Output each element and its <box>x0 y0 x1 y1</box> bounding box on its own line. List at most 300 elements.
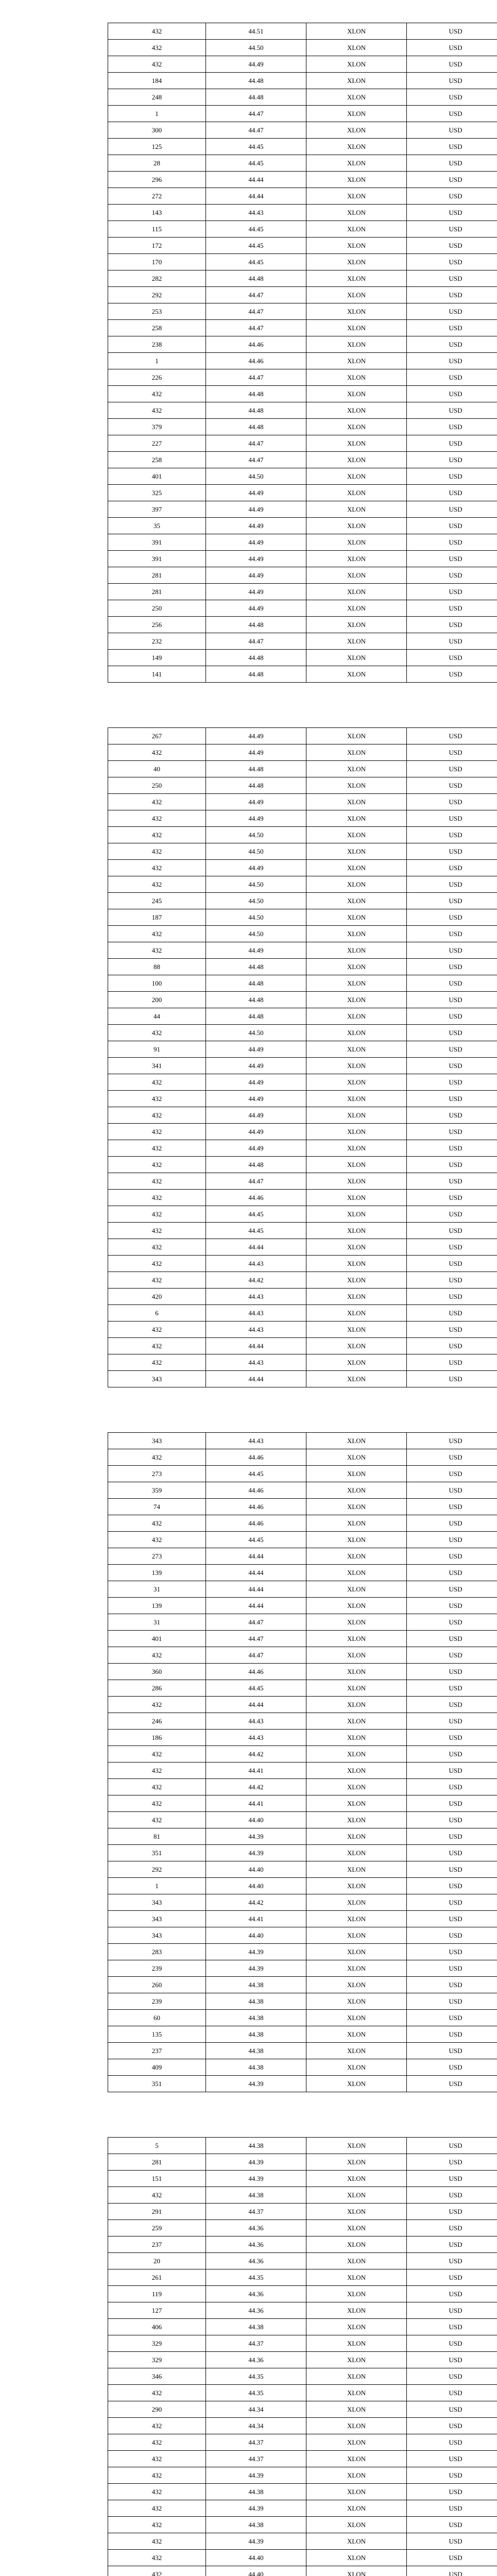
cell-volume: 273 <box>108 1548 206 1565</box>
cell-currency: USD <box>407 1795 497 1812</box>
cell-price: 44.45 <box>206 1532 306 1548</box>
cell-venue: XLON <box>306 1680 407 1697</box>
cell-venue: XLON <box>306 942 407 959</box>
table-row <box>108 1548 497 1565</box>
cell-currency: USD <box>407 386 497 402</box>
cell-price: 44.49 <box>206 860 306 876</box>
cell-price: 44.45 <box>206 221 306 238</box>
cell-venue: XLON <box>306 270 407 287</box>
cell-venue: XLON <box>306 2418 407 2434</box>
cell-price: 44.34 <box>206 2401 306 2418</box>
cell-price: 44.50 <box>206 843 306 860</box>
table-row <box>108 1581 497 1598</box>
cell-volume: 6 <box>108 1305 206 1321</box>
cell-currency: USD <box>407 2335 497 2352</box>
cell-price: 44.46 <box>206 1190 306 1206</box>
table-row <box>108 2059 497 2076</box>
cell-volume: 432 <box>108 1074 206 1091</box>
table-row <box>108 2026 497 2043</box>
cell-price: 44.49 <box>206 600 306 617</box>
cell-currency: USD <box>407 1812 497 1828</box>
cell-price: 44.38 <box>206 1977 306 1993</box>
cell-venue: XLON <box>306 485 407 501</box>
cell-venue: XLON <box>306 2451 407 2467</box>
cell-currency: USD <box>407 744 497 761</box>
cell-venue: XLON <box>306 584 407 600</box>
table-row <box>108 650 497 666</box>
cell-volume: 432 <box>108 2467 206 2484</box>
cell-currency: USD <box>407 761 497 777</box>
cell-volume: 432 <box>108 1025 206 1041</box>
table-row <box>108 369 497 386</box>
cell-venue: XLON <box>306 2467 407 2484</box>
cell-venue: XLON <box>306 1206 407 1223</box>
cell-currency: USD <box>407 2533 497 2550</box>
cell-currency: USD <box>407 633 497 650</box>
cell-price: 44.50 <box>206 926 306 942</box>
cell-volume: 341 <box>108 1058 206 1074</box>
cell-price: 44.48 <box>206 761 306 777</box>
cell-volume: 432 <box>108 1762 206 1779</box>
table-row <box>108 2550 497 2566</box>
cell-volume: 397 <box>108 501 206 518</box>
cell-price: 44.49 <box>206 584 306 600</box>
cell-volume: 292 <box>108 287 206 303</box>
table-row <box>108 2171 497 2187</box>
cell-venue: XLON <box>306 1482 407 1499</box>
table-row <box>108 876 497 893</box>
table-row <box>108 1206 497 1223</box>
cell-volume: 20 <box>108 2253 206 2269</box>
cell-currency: USD <box>407 1614 497 1631</box>
cell-price: 44.42 <box>206 1272 306 1289</box>
cell-venue: XLON <box>306 650 407 666</box>
table-row <box>108 89 497 106</box>
cell-currency: USD <box>407 959 497 975</box>
cell-volume: 273 <box>108 1466 206 1482</box>
cell-venue: XLON <box>306 2566 407 2576</box>
table-row <box>108 106 497 122</box>
cell-currency: USD <box>407 777 497 794</box>
cell-volume: 432 <box>108 1173 206 1190</box>
cell-venue: XLON <box>306 435 407 452</box>
cell-volume: 239 <box>108 1993 206 2010</box>
cell-venue: XLON <box>306 975 407 992</box>
cell-price: 44.47 <box>206 435 306 452</box>
table-row <box>108 1565 497 1581</box>
cell-volume: 432 <box>108 1223 206 1239</box>
cell-venue: XLON <box>306 1993 407 2010</box>
cell-price: 44.44 <box>206 1697 306 1713</box>
cell-currency: USD <box>407 534 497 551</box>
cell-price: 44.48 <box>206 666 306 683</box>
cell-price: 44.40 <box>206 1812 306 1828</box>
cell-volume: 432 <box>108 1746 206 1762</box>
cell-volume: 239 <box>108 1960 206 1977</box>
table-row <box>108 2385 497 2401</box>
cell-venue: XLON <box>306 909 407 926</box>
cell-venue: XLON <box>306 2076 407 2092</box>
cell-volume: 329 <box>108 2335 206 2352</box>
cell-venue: XLON <box>306 2236 407 2253</box>
cell-currency: USD <box>407 435 497 452</box>
cell-volume: 31 <box>108 1581 206 1598</box>
table-row <box>108 843 497 860</box>
cell-currency: USD <box>407 1911 497 1927</box>
cell-currency: USD <box>407 1565 497 1581</box>
table-row <box>108 666 497 683</box>
cell-venue: XLON <box>306 1598 407 1614</box>
cell-currency: USD <box>407 468 497 485</box>
cell-venue: XLON <box>306 2368 407 2385</box>
cell-currency: USD <box>407 1779 497 1795</box>
table-row <box>108 1041 497 1058</box>
cell-volume: 432 <box>108 942 206 959</box>
table-row <box>108 1944 497 1960</box>
cell-venue: XLON <box>306 1878 407 1894</box>
cell-currency: USD <box>407 992 497 1008</box>
table-row <box>108 468 497 485</box>
cell-venue: XLON <box>306 567 407 584</box>
table-row <box>108 633 497 650</box>
cell-venue: XLON <box>306 1157 407 1173</box>
table-row <box>108 1157 497 1173</box>
cell-venue: XLON <box>306 1730 407 1746</box>
cell-price: 44.51 <box>206 23 306 40</box>
cell-price: 44.38 <box>206 2319 306 2335</box>
cell-currency: USD <box>407 1371 497 1387</box>
cell-venue: XLON <box>306 122 407 139</box>
cell-price: 44.49 <box>206 1058 306 1074</box>
cell-venue: XLON <box>306 2220 407 2236</box>
cell-price: 44.41 <box>206 1762 306 1779</box>
table-row <box>108 1354 497 1371</box>
cell-currency: USD <box>407 2566 497 2576</box>
cell-currency: USD <box>407 1223 497 1239</box>
cell-currency: USD <box>407 1647 497 1664</box>
cell-venue: XLON <box>306 40 407 56</box>
cell-venue: XLON <box>306 238 407 254</box>
table-row <box>108 1532 497 1548</box>
table-row <box>108 2138 497 2154</box>
cell-currency: USD <box>407 2010 497 2026</box>
table-row <box>108 1993 497 2010</box>
cell-price: 44.40 <box>206 1927 306 1944</box>
cell-volume: 100 <box>108 975 206 992</box>
cell-venue: XLON <box>306 56 407 73</box>
cell-price: 44.48 <box>206 419 306 435</box>
cell-price: 44.39 <box>206 1828 306 1845</box>
table-row <box>108 1058 497 1074</box>
cell-volume: 258 <box>108 452 206 468</box>
table-row <box>108 860 497 876</box>
cell-currency: USD <box>407 1449 497 1466</box>
cell-venue: XLON <box>306 1239 407 1256</box>
cell-volume: 261 <box>108 2269 206 2286</box>
cell-currency: USD <box>407 1664 497 1680</box>
cell-venue: XLON <box>306 1861 407 1878</box>
cell-venue: XLON <box>306 254 407 270</box>
cell-venue: XLON <box>306 2043 407 2059</box>
cell-price: 44.39 <box>206 2154 306 2171</box>
cell-venue: XLON <box>306 320 407 336</box>
cell-currency: USD <box>407 1256 497 1272</box>
cell-volume: 281 <box>108 584 206 600</box>
table-row <box>108 600 497 617</box>
cell-venue: XLON <box>306 744 407 761</box>
cell-volume: 143 <box>108 205 206 221</box>
cell-volume: 125 <box>108 139 206 155</box>
cell-venue: XLON <box>306 1812 407 1828</box>
cell-currency: USD <box>407 1041 497 1058</box>
cell-volume: 351 <box>108 2076 206 2092</box>
cell-venue: XLON <box>306 1433 407 1449</box>
cell-currency: USD <box>407 1993 497 2010</box>
cell-price: 44.38 <box>206 2484 306 2500</box>
cell-venue: XLON <box>306 1977 407 1993</box>
cell-price: 44.38 <box>206 2059 306 2076</box>
cell-price: 44.34 <box>206 2418 306 2434</box>
cell-currency: USD <box>407 89 497 106</box>
cell-volume: 432 <box>108 1206 206 1223</box>
cell-volume: 1 <box>108 353 206 369</box>
table-row <box>108 402 497 419</box>
table-row <box>108 2533 497 2550</box>
cell-venue: XLON <box>306 2319 407 2335</box>
cell-volume: 346 <box>108 2368 206 2385</box>
cell-currency: USD <box>407 254 497 270</box>
table-row <box>108 2484 497 2500</box>
cell-volume: 250 <box>108 777 206 794</box>
cell-volume: 5 <box>108 2138 206 2154</box>
cell-price: 44.49 <box>206 794 306 810</box>
cell-price: 44.49 <box>206 1107 306 1124</box>
cell-price: 44.49 <box>206 1140 306 1157</box>
cell-price: 44.50 <box>206 876 306 893</box>
table-row <box>108 1289 497 1305</box>
cell-venue: XLON <box>306 1779 407 1795</box>
cell-price: 44.38 <box>206 2010 306 2026</box>
cell-currency: USD <box>407 1515 497 1532</box>
cell-volume: 420 <box>108 1289 206 1305</box>
cell-venue: XLON <box>306 1548 407 1565</box>
cell-currency: USD <box>407 650 497 666</box>
table-row <box>108 1960 497 1977</box>
cell-volume: 432 <box>108 1354 206 1371</box>
cell-venue: XLON <box>306 1960 407 1977</box>
cell-volume: 200 <box>108 992 206 1008</box>
table-row <box>108 270 497 287</box>
table-row <box>108 2368 497 2385</box>
cell-currency: USD <box>407 2434 497 2451</box>
trade-table-block-1 <box>108 23 497 683</box>
cell-volume: 248 <box>108 89 206 106</box>
cell-price: 44.49 <box>206 1074 306 1091</box>
cell-price: 44.49 <box>206 485 306 501</box>
cell-venue: XLON <box>306 518 407 534</box>
cell-price: 44.47 <box>206 303 306 320</box>
cell-currency: USD <box>407 122 497 139</box>
table-row <box>108 452 497 468</box>
table-row <box>108 1762 497 1779</box>
table-row <box>108 303 497 320</box>
cell-venue: XLON <box>306 1289 407 1305</box>
cell-currency: USD <box>407 1025 497 1041</box>
cell-volume: 343 <box>108 1911 206 1927</box>
cell-currency: USD <box>407 270 497 287</box>
cell-venue: XLON <box>306 992 407 1008</box>
cell-volume: 119 <box>108 2286 206 2302</box>
cell-volume: 432 <box>108 386 206 402</box>
cell-volume: 286 <box>108 1680 206 1697</box>
cell-venue: XLON <box>306 468 407 485</box>
table-row <box>108 1911 497 1927</box>
cell-venue: XLON <box>306 1746 407 1762</box>
table-row <box>108 2269 497 2286</box>
table-row <box>108 1433 497 1449</box>
cell-price: 44.47 <box>206 452 306 468</box>
cell-currency: USD <box>407 1598 497 1614</box>
cell-volume: 432 <box>108 2533 206 2550</box>
cell-venue: XLON <box>306 728 407 744</box>
cell-currency: USD <box>407 353 497 369</box>
cell-currency: USD <box>407 860 497 876</box>
cell-volume: 139 <box>108 1598 206 1614</box>
cell-currency: USD <box>407 2319 497 2335</box>
cell-venue: XLON <box>306 2010 407 2026</box>
cell-venue: XLON <box>306 2484 407 2500</box>
table-row <box>108 1091 497 1107</box>
cell-price: 44.50 <box>206 827 306 843</box>
cell-currency: USD <box>407 1482 497 1499</box>
cell-volume: 432 <box>108 810 206 827</box>
table-row <box>108 534 497 551</box>
table-row <box>108 1449 497 1466</box>
cell-price: 44.49 <box>206 551 306 567</box>
cell-venue: XLON <box>306 2269 407 2286</box>
cell-currency: USD <box>407 1977 497 1993</box>
cell-volume: 432 <box>108 926 206 942</box>
cell-volume: 432 <box>108 794 206 810</box>
cell-price: 44.38 <box>206 2138 306 2154</box>
cell-currency: USD <box>407 1173 497 1190</box>
cell-currency: USD <box>407 1927 497 1944</box>
table-row <box>108 1223 497 1239</box>
cell-venue: XLON <box>306 1256 407 1272</box>
cell-price: 44.36 <box>206 2352 306 2368</box>
cell-venue: XLON <box>306 2154 407 2171</box>
cell-volume: 432 <box>108 2517 206 2533</box>
cell-volume: 343 <box>108 1927 206 1944</box>
cell-currency: USD <box>407 810 497 827</box>
cell-currency: USD <box>407 303 497 320</box>
cell-volume: 432 <box>108 1107 206 1124</box>
cell-venue: XLON <box>306 1466 407 1482</box>
cell-price: 44.36 <box>206 2302 306 2319</box>
cell-venue: XLON <box>306 1647 407 1664</box>
table-row <box>108 1338 497 1354</box>
cell-price: 44.48 <box>206 1157 306 1173</box>
cell-currency: USD <box>407 1140 497 1157</box>
cell-venue: XLON <box>306 2550 407 2566</box>
cell-currency: USD <box>407 1532 497 1548</box>
cell-currency: USD <box>407 666 497 683</box>
cell-volume: 172 <box>108 238 206 254</box>
cell-price: 44.36 <box>206 2220 306 2236</box>
table-row <box>108 485 497 501</box>
table-row <box>108 567 497 584</box>
cell-currency: USD <box>407 40 497 56</box>
cell-venue: XLON <box>306 1532 407 1548</box>
table-row <box>108 2204 497 2220</box>
cell-volume: 432 <box>108 843 206 860</box>
table-row <box>108 827 497 843</box>
cell-volume: 187 <box>108 909 206 926</box>
table-row <box>108 942 497 959</box>
cell-price: 44.38 <box>206 1993 306 2010</box>
cell-currency: USD <box>407 402 497 419</box>
table-row <box>108 1894 497 1911</box>
cell-currency: USD <box>407 2484 497 2500</box>
cell-venue: XLON <box>306 369 407 386</box>
cell-price: 44.44 <box>206 1338 306 1354</box>
table-row <box>108 2043 497 2059</box>
cell-price: 44.49 <box>206 810 306 827</box>
cell-volume: 432 <box>108 1124 206 1140</box>
cell-volume: 432 <box>108 744 206 761</box>
cell-price: 44.39 <box>206 2500 306 2517</box>
cell-volume: 267 <box>108 728 206 744</box>
table-row <box>108 2451 497 2467</box>
cell-price: 44.46 <box>206 1664 306 1680</box>
cell-venue: XLON <box>306 89 407 106</box>
cell-volume: 115 <box>108 221 206 238</box>
cell-price: 44.49 <box>206 1124 306 1140</box>
cell-venue: XLON <box>306 1713 407 1730</box>
cell-price: 44.50 <box>206 40 306 56</box>
cell-currency: USD <box>407 485 497 501</box>
cell-price: 44.47 <box>206 633 306 650</box>
cell-volume: 260 <box>108 1977 206 1993</box>
table-row <box>108 1614 497 1631</box>
cell-price: 44.45 <box>206 1466 306 1482</box>
cell-price: 44.43 <box>206 205 306 221</box>
cell-venue: XLON <box>306 617 407 633</box>
table-row <box>108 1321 497 1338</box>
table-row <box>108 2286 497 2302</box>
cell-currency: USD <box>407 2286 497 2302</box>
cell-price: 44.38 <box>206 2187 306 2204</box>
cell-currency: USD <box>407 1272 497 1289</box>
cell-venue: XLON <box>306 1927 407 1944</box>
cell-currency: USD <box>407 909 497 926</box>
cell-price: 44.42 <box>206 1779 306 1795</box>
cell-price: 44.46 <box>206 1482 306 1499</box>
cell-venue: XLON <box>306 633 407 650</box>
trade-table <box>108 23 497 683</box>
table-row <box>108 909 497 926</box>
table-row <box>108 1466 497 1482</box>
cell-volume: 44 <box>108 1008 206 1025</box>
cell-price: 44.41 <box>206 1795 306 1812</box>
cell-volume: 432 <box>108 1338 206 1354</box>
cell-currency: USD <box>407 1124 497 1140</box>
cell-venue: XLON <box>306 2171 407 2187</box>
cell-venue: XLON <box>306 2352 407 2368</box>
cell-price: 44.44 <box>206 1581 306 1598</box>
table-row <box>108 1730 497 1746</box>
table-row <box>108 744 497 761</box>
